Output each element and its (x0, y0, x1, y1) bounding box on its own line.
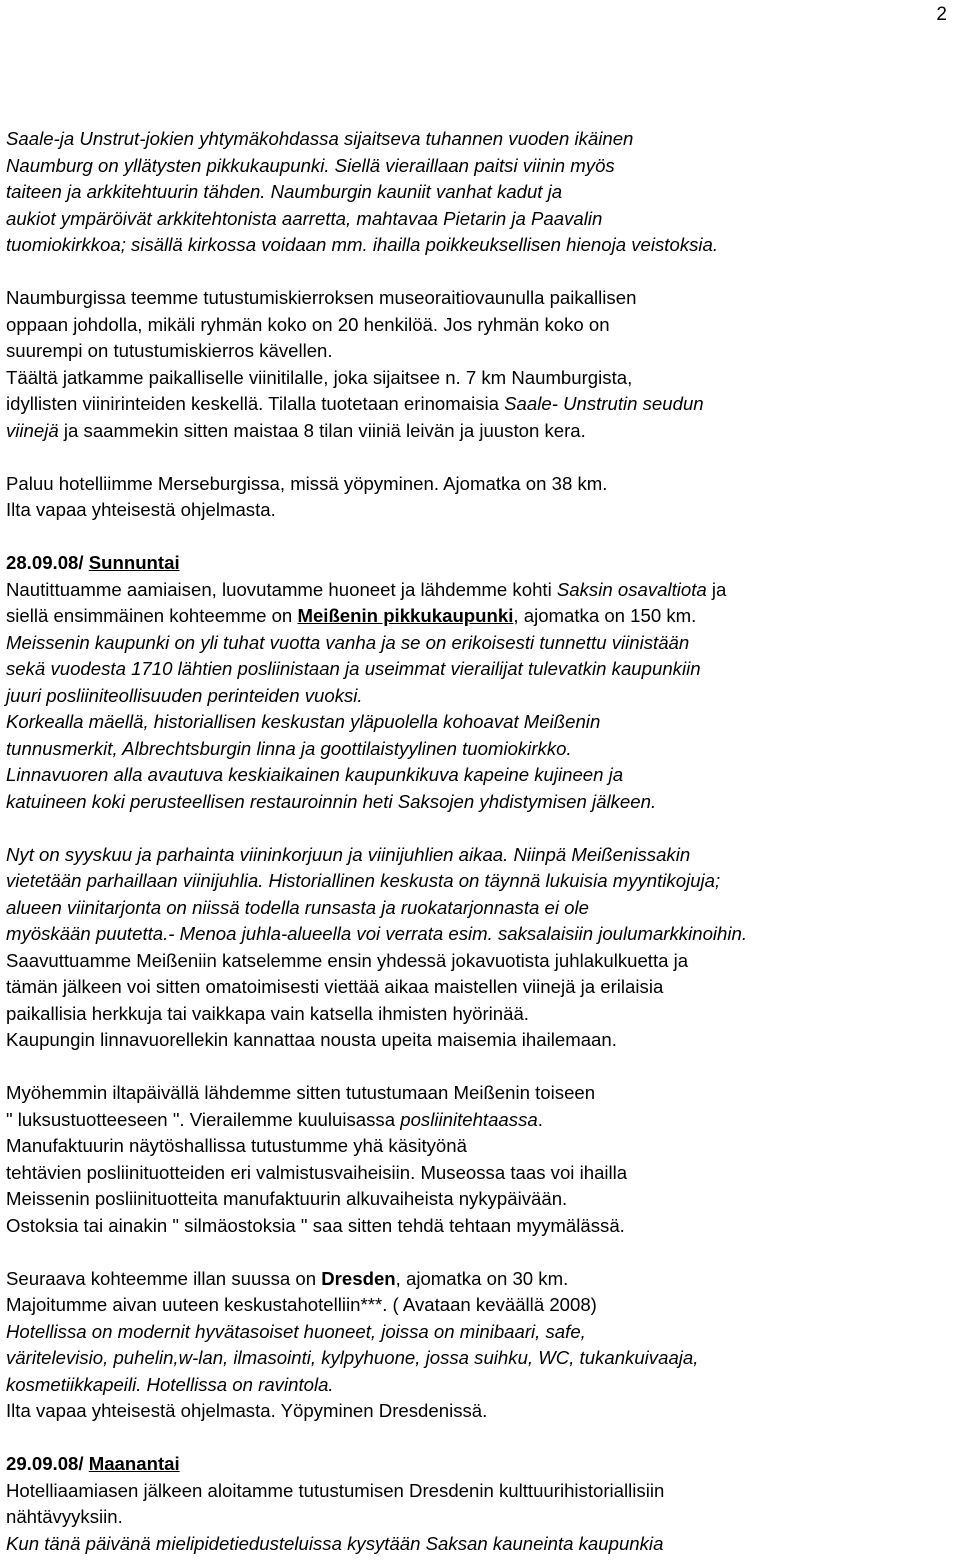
day-heading-date: 28.09.08/ (6, 552, 89, 573)
page-number: 2 (936, 4, 947, 25)
text-line: aukiot ympäröivät arkkitehtonista aarretta, mahtavaa Pietarin ja Paavalin (6, 207, 603, 229)
text-line: Paluu hotelliimme Merseburgissa, missä yöpyminen. Ajomatka on 38 km. (6, 472, 608, 494)
day-heading (6, 1451, 956, 1478)
text-span: idyllisten viinirinteiden keskellä. Tilalla tuotetaan erinomaisia (6, 393, 505, 414)
text-line: Naumburg on yllätysten pikkukaupunki. Siellä vieraillaan paitsi viinin myös (6, 154, 615, 176)
text-line: oppaan johdolla, mikäli ryhmän koko on 20 henkilöä. Jos ryhmän koko on (6, 313, 610, 335)
paragraph-gap (6, 1425, 956, 1452)
text-line: Hotelliaamiasen jälkeen aloitamme tutustumisen Dresdenin kulttuurihistoriallisiin (6, 1479, 665, 1501)
text-line: myöskään puutetta.- Menoa juhla-alueella voi verrata esim. saksalaisiin joulumarkkinoihin. (6, 923, 748, 944)
text-line: alueen viinitarjonta on niissä todella runsasta ja ruokatarjonnasta ei ole (6, 896, 589, 918)
text-line: Myöhemmin iltapäivällä lähdemme sitten tutustumaan Meißenin toiseen (6, 1082, 596, 1103)
text-line: Hotellissa on modernit hyvätasoiset huoneet, joissa on minibaari, safe, (6, 1320, 586, 1342)
text-span: siellä ensimmäinen kohteemme on (6, 605, 298, 626)
bold-span: Dresden (321, 1267, 396, 1289)
text-line: väritelevisio, puhelin,w-lan, ilmasointi, kylpyhuone, jossa suihku, WC, tukankuivaaja, (6, 1347, 699, 1368)
text-line (6, 418, 956, 445)
text-line (6, 391, 956, 418)
text-line: Täältä jatkamme paikalliselle viinitilalle, joka sijaitsee n. 7 km Naumburgista, (6, 366, 633, 388)
text-span: ja saammekin sitten maistaa 8 tilan viiniä leivän ja juuston kera. (58, 419, 586, 441)
text-line: Kaupungin linnavuorellekin kannattaa nousta upeita maisemia ihailemaan. (6, 1029, 617, 1050)
day-heading (6, 550, 956, 577)
text-line: Saale-ja Unstrut-jokien yhtymäkohdassa sijaitseva tuhannen vuoden ikäinen (6, 128, 634, 149)
text-line (6, 603, 956, 630)
text-line: vietetään parhaillaan viinijuhlia. Historiallinen keskusta on täynnä lukuisia myyntikojuja; (6, 870, 721, 891)
text-line: Meissenin kaupunki on yli tuhat vuotta vanha ja se on erikoisesti tunnettu viinistään (6, 631, 690, 653)
text-line: kosmetiikkapeili. Hotellissa on ravintola. (6, 1373, 334, 1395)
text-line: Meissenin posliinituotteita manufaktuurin alkuvaiheista nykypäivään. (6, 1188, 568, 1209)
text-line: tämän jälkeen voi sitten omatoimisesti viettää aikaa maistellen viinejä ja erilaisia (6, 976, 664, 997)
italic-span: Saksin osavaltiota (556, 578, 707, 600)
text-span: " luksustuotteeseen ". Vierailemme kuuluisassa (6, 1108, 401, 1130)
paragraph-gap (6, 1054, 956, 1081)
text-span: , ajomatka on 150 km. (513, 605, 697, 626)
text-line: Kun tänä päivänä mielipidetiedusteluissa kysytään Saksan kauneinta kaupunkia (6, 1532, 664, 1554)
text-line: juuri posliiniteollisuuden perinteiden vuoksi. (6, 684, 363, 706)
text-line: Linnavuoren alla avautuva keskiaikainen kaupunkikuva kapeine kujineen ja (6, 764, 624, 785)
italic-span: viinejä (6, 419, 59, 441)
day-heading-date: 29.09.08/ (6, 1453, 89, 1474)
paragraph-gap (6, 259, 956, 286)
document-body (6, 126, 956, 1557)
text-line (6, 577, 956, 604)
text-line: Ilta vapaa yhteisestä ohjelmasta. Yöpyminen Dresdenissä. (6, 1400, 488, 1421)
text-line: sekä vuodesta 1710 lähtien posliinistaan ja useimmat vierailijat tulevatkin kaupunkiin (6, 658, 701, 679)
text-line: suurempi on tutustumiskierros kävellen. (6, 340, 333, 361)
text-line: Ostoksia tai ainakin " silmäostoksia " saa sitten tehdä tehtaan myymälässä. (6, 1214, 625, 1236)
italic-span: Saale- Unstrutin seudun (504, 393, 704, 414)
paragraph-gap (6, 524, 956, 551)
text-span: ja (706, 578, 727, 600)
text-line: paikallisia herkkuja tai vaikkapa vain katsella ihmisten hyörinää. (6, 1002, 529, 1024)
text-line (6, 1107, 956, 1134)
text-line: Naumburgissa teemme tutustumiskierroksen museoraitiovaunulla paikallisen (6, 287, 637, 308)
text-line: katuineen koki perusteellisen restauroinnin heti Saksojen yhdistymisen jälkeen. (6, 790, 657, 812)
paragraph-gap (6, 1239, 956, 1266)
paragraph-gap (6, 815, 956, 842)
paragraph-gap (6, 444, 956, 471)
text-line: nähtävyyksiin. (6, 1506, 123, 1527)
text-line: Manufaktuurin näytöshallissa tutustumme yhä käsityönä (6, 1135, 467, 1156)
text-line (6, 1266, 956, 1293)
text-line: Saavuttuamme Meißeniin katselemme ensin yhdessä jokavuotista juhlakulkuetta ja (6, 949, 689, 971)
text-line: Nyt on syyskuu ja parhainta viininkorjuun ja viinijuhlien aikaa. Niinpä Meißenissakin (6, 843, 691, 865)
text-line: Korkealla mäellä, historiallisen keskustan yläpuolella kohoavat Meißenin (6, 711, 601, 732)
day-heading-weekday: Maanantai (88, 1453, 180, 1474)
text-span: Nautittuamme aamiaisen, luovutamme huoneet ja lähdemme kohti (6, 578, 557, 600)
text-span: . (537, 1108, 543, 1130)
text-span: Seuraava kohteemme illan suussa on (6, 1267, 322, 1289)
day-heading-weekday: Sunnuntai (88, 552, 180, 573)
italic-span: posliinitehtaassa (400, 1108, 538, 1130)
text-line: Majoitumme aivan uuteen keskustahotelliin***. ( Avataan keväällä 2008) (6, 1294, 597, 1315)
text-line: tunnusmerkit, Albrechtsburgin linna ja goottilaistyylinen tuomiokirkko. (6, 737, 572, 759)
text-line: tuomiokirkkoa; sisällä kirkossa voidaan mm. ihailla poikkeuksellisen hienoja veistoksia. (6, 234, 719, 255)
text-line: Ilta vapaa yhteisestä ohjelmasta. (6, 499, 276, 520)
bold-underlined-span: Meißenin pikkukaupunki (297, 605, 514, 626)
text-span: , ajomatka on 30 km. (395, 1267, 569, 1289)
text-line: taiteen ja arkkitehtuurin tähden. Naumburgin kauniit vanhat kadut ja (6, 181, 563, 202)
text-line: tehtävien posliinituotteiden eri valmistusvaiheisiin. Museossa taas voi ihailla (6, 1161, 628, 1183)
